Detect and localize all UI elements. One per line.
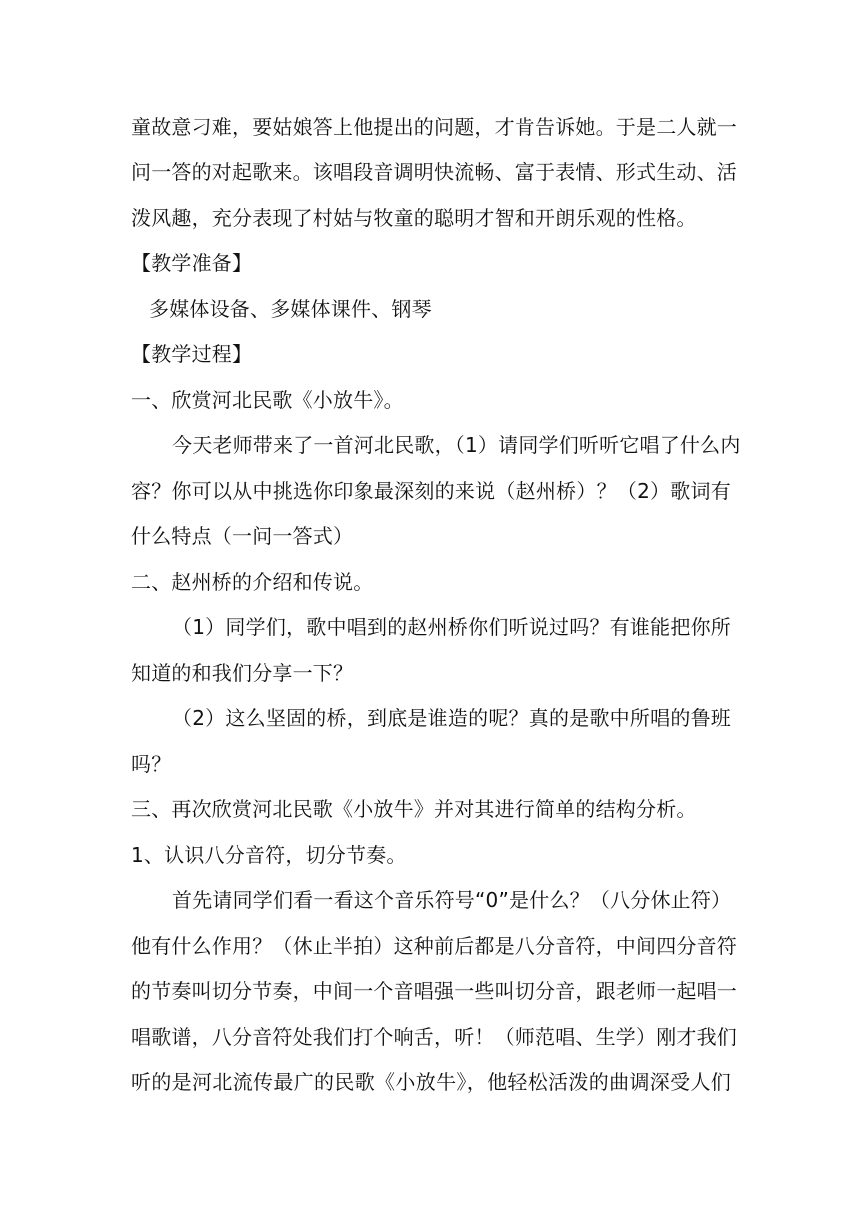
section-heading-process: 【教学过程】	[131, 342, 253, 366]
step-heading-1: 一、欣赏河北民歌《小放牛》。	[131, 388, 404, 412]
paragraph-line: （1）同学们，歌中唱到的赵州桥你们听说过吗？有谁能把你所	[172, 615, 731, 639]
step-heading-2: 二、赵州桥的介绍和传说。	[131, 570, 374, 594]
paragraph-line: 童故意刁难，要姑娘答上他提出的问题，才肯告诉她。于是二人就一	[131, 115, 737, 139]
paragraph-line: 的节奏叫切分节奏，中间一个音唱强一些叫切分音，跟老师一起唱一	[131, 979, 737, 1003]
paragraph-line: 今天老师带来了一首河北民歌，（1）请同学们听听它唱了什么内	[172, 433, 741, 457]
paragraph-line: 知道的和我们分享一下？	[131, 661, 354, 685]
paragraph-line: 首先请同学们看一看这个音乐符号“0”是什么？（八分休止符）	[172, 888, 732, 912]
paragraph-line: 什么特点（一问一答式）	[131, 524, 354, 548]
paragraph-line: 唱歌谱，八分音符处我们打个响舌，听！（师范唱、生学）刚才我们	[131, 1025, 737, 1049]
step-heading-3: 三、再次欣赏河北民歌《小放牛》并对其进行简单的结构分析。	[131, 797, 697, 821]
paragraph-line: 吗？	[131, 752, 172, 776]
paragraph-line: （2）这么坚固的桥，到底是谁造的呢？真的是歌中所唱的鲁班	[172, 706, 731, 730]
paragraph-line: 泼风趣，充分表现了村姑与牧童的聪明才智和开朗乐观的性格。	[131, 206, 697, 230]
paragraph-line: 听的是河北流传最广的民歌《小放牛》，他轻松活泼的曲调深受人们	[131, 1070, 731, 1094]
section-heading-preparation: 【教学准备】	[131, 251, 253, 275]
paragraph-line: 问一答的对起歌来。该唱段音调明快流畅、富于表情、形式生动、活	[131, 160, 737, 184]
paragraph-line: 他有什么作用？（休止半拍）这种前后都是八分音符，中间四分音符	[131, 934, 737, 958]
sub-step-heading: 1、认识八分音符，切分节奏。	[131, 843, 407, 867]
paragraph-line: 容？你可以从中挑选你印象最深刻的来说（赵州桥）？（2）歌词有	[131, 479, 731, 503]
preparation-items: 多媒体设备、多媒体课件、钢琴	[149, 297, 432, 321]
